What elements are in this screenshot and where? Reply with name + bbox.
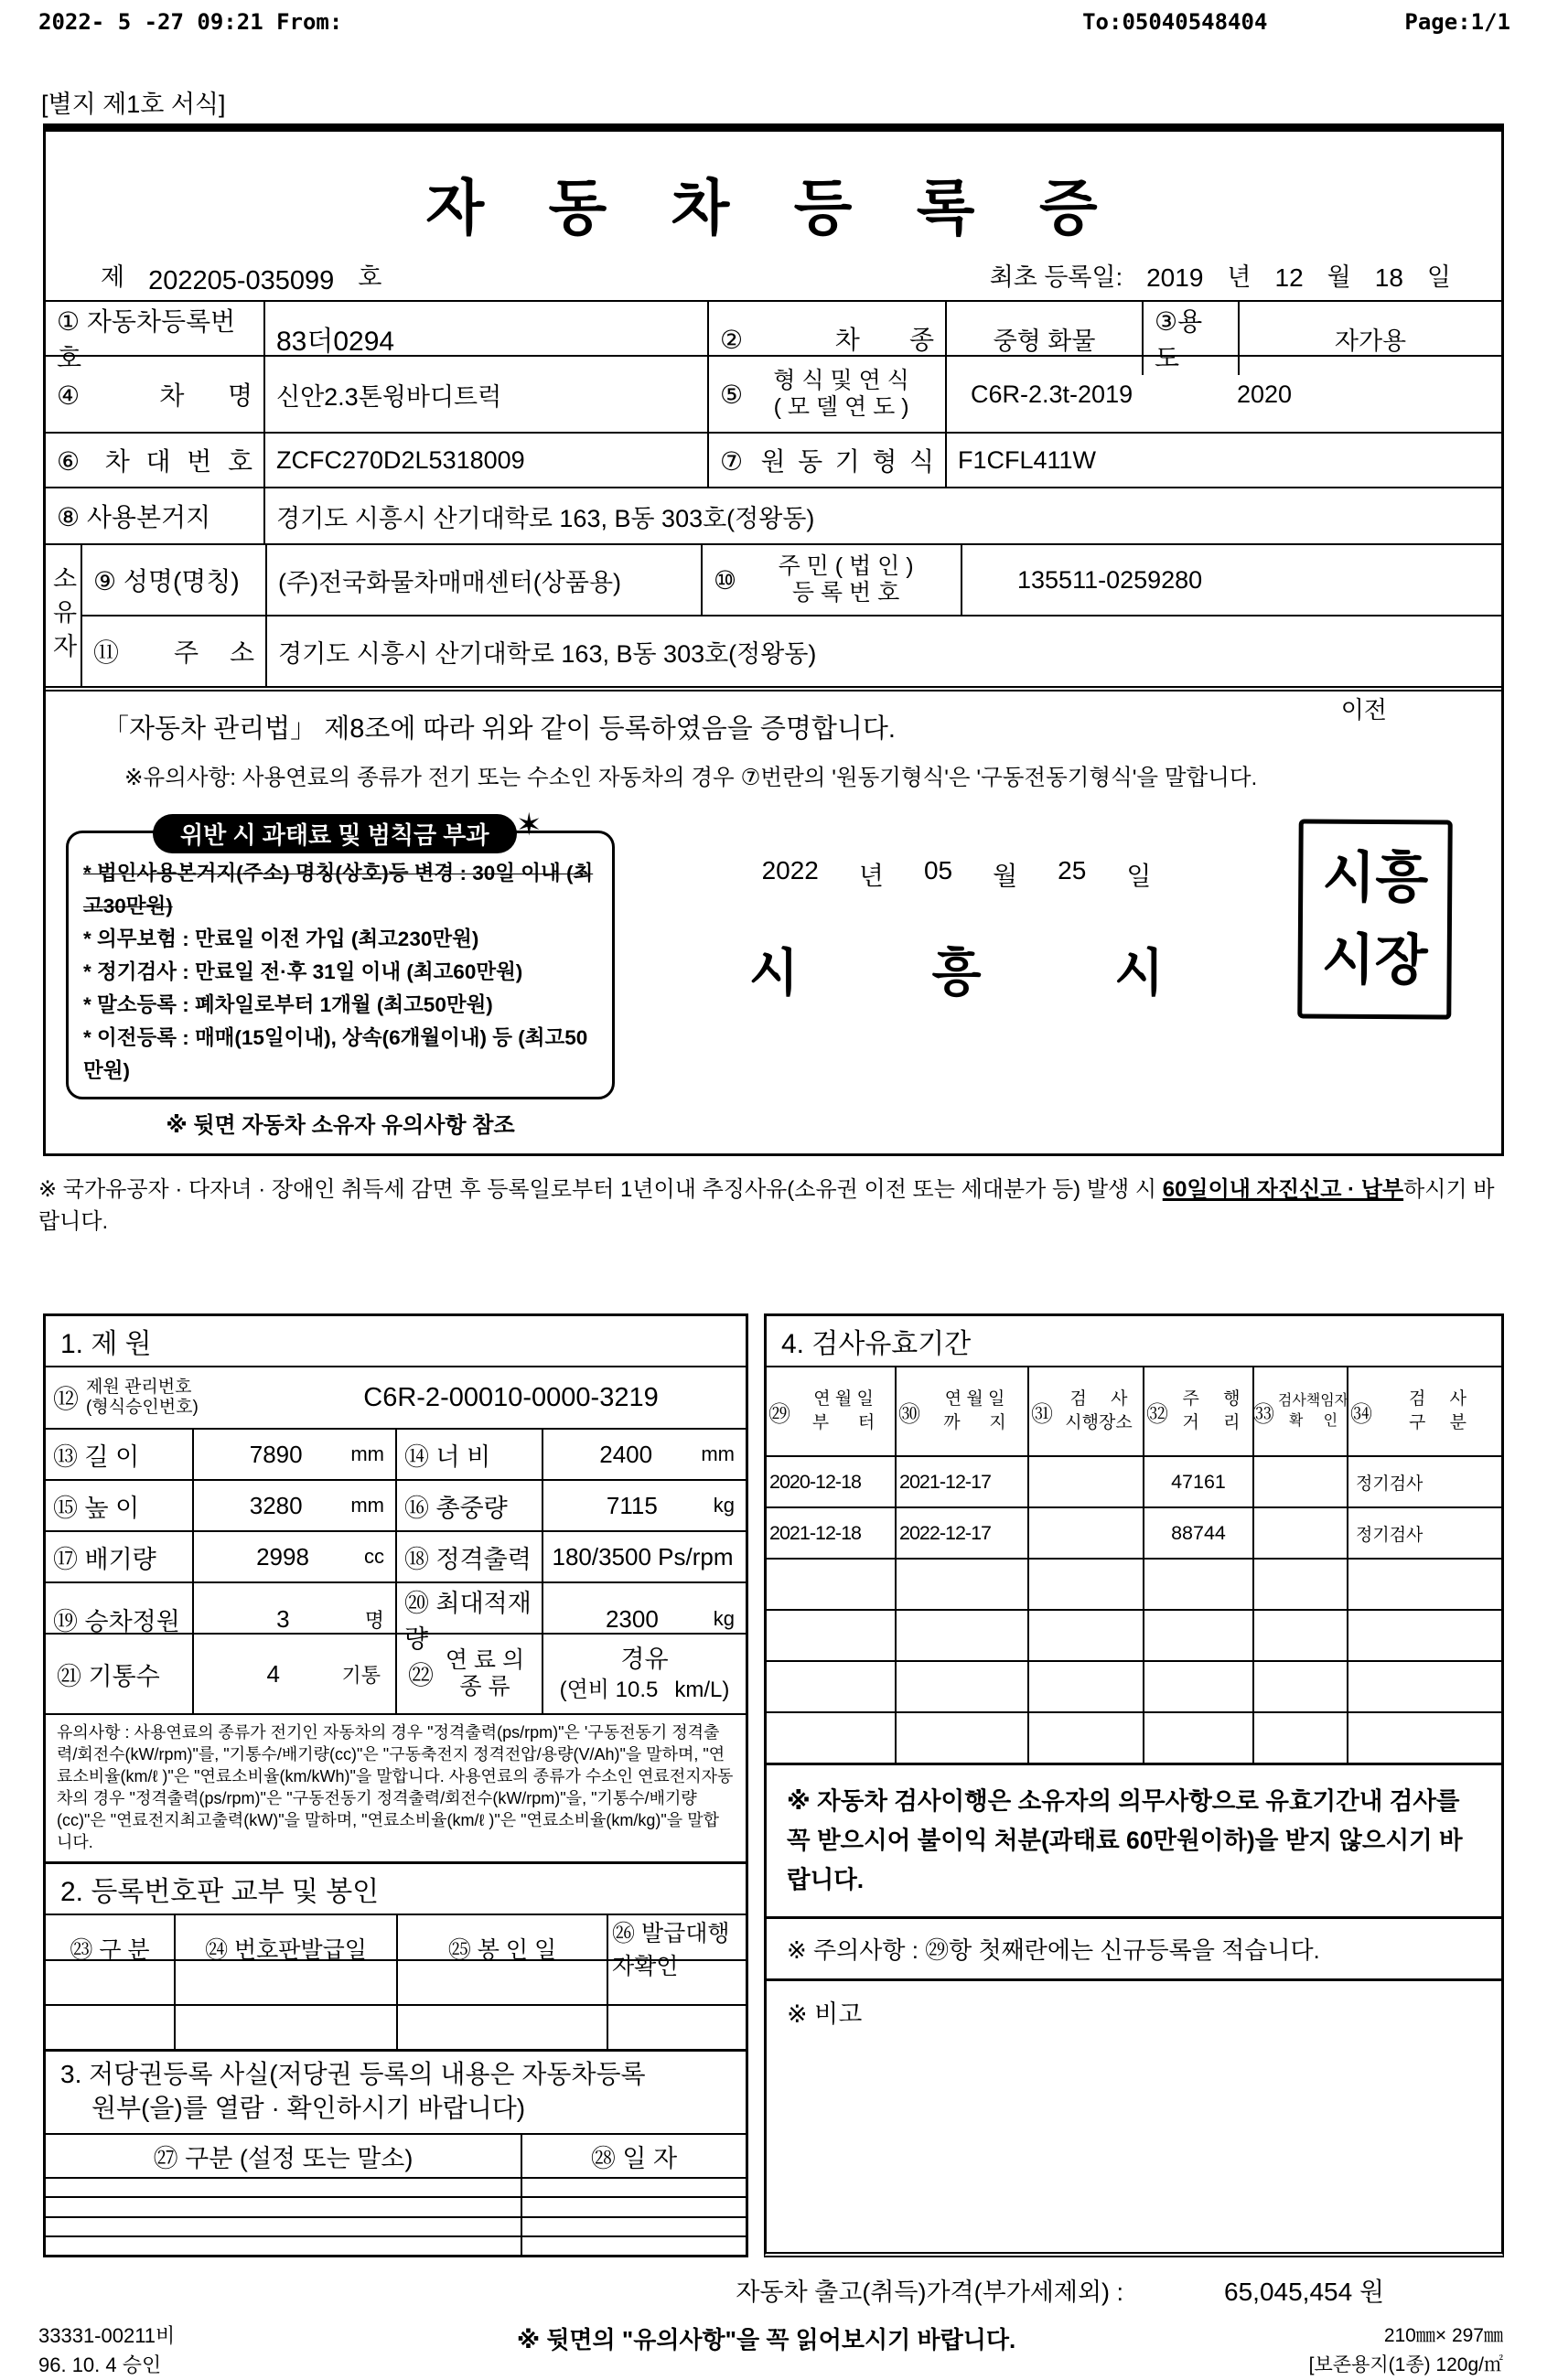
spec-row	[46, 1430, 746, 1481]
circle-12: ⑫	[53, 1385, 80, 1413]
issue-day-unit: 일	[1126, 862, 1152, 890]
transfer-mark: 이전	[1340, 696, 1387, 724]
empty-cell	[895, 1560, 1027, 1609]
spec-mgmt-value: C6R-2-00010-0000-3219	[363, 1382, 659, 1412]
empty-cell	[1347, 1611, 1501, 1660]
empty-cell	[895, 1662, 1027, 1711]
issue-day: 25	[1058, 856, 1087, 884]
penalty-items	[66, 831, 615, 1099]
spec-mgmt-row	[46, 1367, 746, 1430]
circle-5: ⑤	[720, 380, 744, 409]
field-car-type-value: 중형 화물	[945, 302, 1142, 375]
field-owner-id-value: 135511-0259280	[961, 545, 1501, 615]
circle-22: ㉒	[408, 1661, 435, 1689]
field-reg-no-value: 83더0294	[263, 302, 707, 375]
spec-note: 유의사항 : 사용연료의 종류가 전기인 자동차의 경우 "정격출력(ps/rpm)"은 '구동전동기 정격출력/회전수(kW/rpm)"를, "기통수/배기량(cc)"은 "구동축전지 정격전압/용량(V/Ah)"을 말하며, "연료소비율(km/ℓ )"은 "연료소비율(km/kWh)"을 말합니다. 사용연료의 종류가 수소인 연료전지자동차의 경우 "정격출력(ps/rpm)"은 "구동전동기 정격출력/회전수(kW/rpm)"을, "기통수/배기량(cc)"은 "연료전지최고출력(kW)"을 말하며, "연료소비율(km/ℓ )"은 "연료소비율(km/kg)"을 말합니다.	[57, 1723, 734, 1851]
empty-cell	[767, 1662, 895, 1711]
empty-cell	[396, 2006, 607, 2049]
footer-bottom	[38, 2321, 1503, 2380]
spec-height-value: 3280 mm	[192, 1481, 395, 1530]
owner-rows	[46, 545, 1501, 686]
issuing-authority: 시 흥 시	[748, 944, 1165, 1002]
caution-note: ※ 주의사항 : ㉙항 첫째란에는 신규등록을 적습니다.	[764, 1916, 1504, 1981]
first-reg-year: 2019	[1146, 263, 1204, 292]
doc-no-value: 202205-035099	[148, 266, 335, 295]
inspection-header-row	[767, 1367, 1501, 1457]
empty-cell	[174, 2006, 396, 2049]
empty-cell	[1143, 1713, 1252, 1763]
field-owner-name-label: ⑨ 성명(명칭)	[93, 567, 240, 595]
paper-info	[1201, 2321, 1503, 2379]
owner-sub-rows	[82, 545, 1501, 686]
empty-cell	[521, 2198, 746, 2215]
model-label-line1: 형 식 및 연 식	[773, 368, 909, 394]
spec-capacity-label: ⑲ 승차정원	[53, 1607, 180, 1635]
form-label: [별지 제1호 서식]	[41, 91, 226, 118]
mortgage-col-category: ㉗ 구분 (설정 또는 말소)	[153, 2144, 414, 2172]
plate-col-category: ㉓ 구 분	[70, 1936, 150, 1963]
model-label-line2: ( 모 델 연 도 )	[773, 394, 909, 420]
inspection-from: 2021-12-18	[769, 1521, 861, 1544]
table-row	[82, 545, 1501, 616]
spec-cylinders-label: ㉑ 기통수	[57, 1662, 160, 1690]
penalty-item: * 정기검사 : 만료일 전·후 31일 이내 (최고60만원)	[83, 960, 523, 983]
empty-cell	[46, 2218, 521, 2235]
table-row	[46, 434, 1501, 488]
penalty-item: * 법인사용본거지(주소) 명칭(상호)등 변경 : 30일 이내 (최고30만원)	[83, 862, 594, 917]
field-owner-id-label	[701, 545, 961, 615]
tax-note-pre: ※ 국가유공자 · 다자녀 · 장애인 취득세 감면 후 등록일로부터 1년이내 추징사유(소유권 이전 또는 세대분가 등) 발생 시	[38, 1177, 1163, 1202]
fuel-notice: ※유의사항: 사용연료의 종류가 전기 또는 수소인 자동차의 경우 ⑦번란의 '원동기형식'은 '구동전동기형식'을 말합니다.	[124, 766, 1258, 790]
month-unit: 월	[1327, 263, 1351, 291]
fuel-label-line2: 종 류	[459, 1674, 510, 1699]
certificate-box	[43, 123, 1504, 1156]
back-side-note: ※ 뒷면의 "유의사항"을 꼭 읽어보시기 바랍니다.	[516, 2326, 1016, 2353]
inspection-col-to: ㉚ 연 월 일 까 지	[895, 1367, 1027, 1455]
statement-block	[46, 691, 1501, 805]
remarks-section	[764, 1978, 1504, 2257]
circle-10: ⑩	[714, 565, 737, 595]
official-seal	[1297, 819, 1453, 1019]
field-vin-label: ⑥ 차 대 번 호	[57, 447, 252, 476]
fax-to-number: To:05040548404	[1082, 9, 1268, 35]
field-car-name-label: ④ 차 명	[57, 381, 252, 410]
first-reg-day: 18	[1374, 263, 1403, 292]
tax-note-underlined: 60일이내 자진신고 · 납부	[1162, 1177, 1404, 1202]
inspection-row	[767, 1508, 1501, 1560]
inspection-section	[764, 1313, 1504, 1765]
empty-cell	[46, 1961, 174, 2004]
left-column	[43, 1313, 748, 2257]
inspection-row	[767, 1457, 1501, 1508]
penalty-item: * 말소등록 : 폐차일로부터 1개월 (최고50만원)	[83, 993, 493, 1016]
mortgage-title-line1: 3. 저당권등록 사실(저당권 등록의 내용은 자동차등록	[60, 2059, 646, 2088]
empty-cell	[396, 1961, 607, 2004]
spec-width-value: 2400 mm	[542, 1430, 746, 1479]
empty-cell	[521, 2179, 746, 2196]
mortgage-empty-row	[46, 2237, 746, 2255]
penalty-box	[66, 808, 615, 1139]
empty-cell	[1252, 1662, 1347, 1711]
inspection-to: 2021-12-17	[895, 1457, 1027, 1506]
paper-spec: [보존용지(1종) 120g/㎡	[1308, 2353, 1503, 2375]
inspection-from: 2020-12-18	[769, 1470, 861, 1493]
day-unit: 일	[1426, 263, 1451, 291]
field-base-location-value: 경기도 시흥시 산기대학로 163, B동 303호(정왕동)	[263, 488, 1501, 543]
owner-group-label: 소유자	[46, 545, 82, 686]
inspection-obligation-note: ※ 자동차 검사이행은 소유자의 의무사항으로 유효기간내 검사를 꼭 받으시어 불이익 처분(과태료 60만원이하)을 받지 않으시기 바랍니다.	[764, 1763, 1504, 1919]
mortgage-section	[43, 2049, 748, 2257]
inspection-inspector	[1252, 1508, 1347, 1558]
field-car-name-value: 신안2.3톤윙바디트럭	[263, 357, 707, 432]
empty-cell	[767, 1713, 895, 1763]
paper-size: 210㎜× 297㎜	[1383, 2325, 1503, 2346]
empty-cell	[46, 2198, 521, 2215]
first-reg-month: 12	[1274, 263, 1304, 292]
tax-exemption-note	[38, 1171, 1503, 1235]
spec-section	[43, 1313, 748, 1864]
plate-header-row	[46, 1915, 746, 1979]
document-number	[101, 257, 381, 293]
plate-title: 2. 등록번호판 교부 및 봉인	[46, 1864, 746, 1915]
fuel-kind-value: 경유	[620, 1645, 669, 1673]
empty-cell	[1027, 1611, 1143, 1660]
scribble-mark: ✶	[516, 808, 543, 842]
field-owner-address-value: 경기도 시흥시 산기대학로 163, B동 303호(정왕동)	[265, 616, 1501, 686]
empty-cell	[521, 2218, 746, 2235]
doc-no-prefix: 제	[101, 263, 125, 291]
spec-fuel-type-value: 경유 (연비 10.5 km/L)	[542, 1635, 746, 1713]
field-owner-address-label: ⑪ 주 소	[93, 638, 254, 667]
right-column	[764, 1313, 1504, 2257]
inspection-mileage: 47161	[1143, 1457, 1252, 1506]
mortgage-col-date: ㉘ 일 자	[521, 2135, 746, 2177]
field-car-type-label: ② 차 종	[707, 302, 945, 375]
empty-cell	[607, 2006, 746, 2049]
inspection-col-mileage: ㉜ 주 행 거 리	[1143, 1367, 1252, 1455]
issue-month-unit: 월	[993, 862, 1018, 890]
plate-col-issue-date: ㉔ 번호판발급일	[174, 1915, 396, 1981]
table-row	[46, 488, 1501, 545]
table-row	[46, 302, 1501, 372]
spec-length-value: 7890 mm	[192, 1430, 395, 1479]
field-owner-name-value: (주)전국화물차매매센터(상품용)	[265, 545, 701, 615]
spec-rated-output-value: 180/3500 Ps/rpm	[542, 1532, 746, 1581]
registration-statement: 「자동차 관리법」 제8조에 따라 위와 같이 등록하였음을 증명합니다.	[102, 714, 896, 744]
mortgage-empty-row	[46, 2179, 746, 2198]
spec-fuel-row	[46, 1635, 746, 1715]
spec-title: 1. 제 원	[46, 1316, 746, 1367]
inspection-place	[1027, 1457, 1143, 1506]
penalty-title: 위반 시 과태료 및 범칙금 부과	[180, 821, 489, 849]
mgmt-label-line1: 제원 관리번호	[86, 1378, 192, 1398]
owner-id-label-line1: 주 민 ( 법 인 )	[778, 553, 914, 580]
field-engine-type-label: ⑦ 원 동 기 형 식	[707, 434, 945, 487]
table-row	[46, 357, 1501, 434]
inspection-mileage: 88744	[1143, 1508, 1252, 1558]
owner-id-label-line2: 등 록 번 호	[791, 580, 900, 606]
issue-date	[762, 856, 1152, 893]
plate-empty-row	[46, 2006, 746, 2049]
empty-cell	[767, 1611, 895, 1660]
model-year: 2020	[1237, 380, 1293, 408]
empty-cell	[895, 1611, 1027, 1660]
inspection-col-kind: ㉞ 검 사 구 분	[1347, 1367, 1501, 1455]
spec-width-label: ⑭ 너 비	[395, 1430, 542, 1479]
empty-cell	[895, 1713, 1027, 1763]
empty-cell	[1143, 1560, 1252, 1609]
document-number-line	[46, 252, 1501, 300]
penalty-footer-note: ※ 뒷면 자동차 소유자 유의사항 참조	[166, 1113, 515, 1138]
price-value: 65,045,454 원	[1224, 2278, 1384, 2306]
spec-gross-weight-label: ⑯ 총중량	[395, 1481, 542, 1530]
form-code	[38, 2321, 331, 2380]
inspection-empty-row	[767, 1713, 1501, 1763]
price-label: 자동차 출고(취득)가격(부가세제외) :	[736, 2278, 1124, 2306]
empty-cell	[1252, 1611, 1347, 1660]
spec-displacement-label: ⑰ 배기량	[53, 1545, 156, 1573]
empty-cell	[1252, 1560, 1347, 1609]
empty-cell	[174, 1961, 396, 2004]
mortgage-title-line2: 원부(을)를 열람 · 확인하시기 바랍니다)	[91, 2094, 526, 2123]
empty-cell	[1347, 1713, 1501, 1763]
empty-cell	[1027, 1560, 1143, 1609]
mortgage-header-row	[46, 2135, 746, 2179]
empty-cell	[1347, 1560, 1501, 1609]
fax-page-count: Page:1/1	[1404, 9, 1510, 35]
issue-year-unit: 년	[858, 862, 884, 890]
first-reg-label: 최초 등록일:	[989, 263, 1123, 291]
empty-cell	[1027, 1713, 1143, 1763]
tax-note-post: 하시기 바랍니다.	[38, 1177, 1495, 1234]
inspection-col-from: ㉙ 연 월 일 부 터	[768, 1389, 876, 1432]
field-usage-label: ③용도	[1142, 302, 1238, 375]
spec-rated-output-label: ⑱ 정격출력	[395, 1532, 542, 1581]
empty-cell	[46, 2179, 521, 2196]
inspection-empty-row	[767, 1662, 1501, 1713]
issue-year: 2022	[761, 856, 819, 884]
remarks-label: ※ 비고	[787, 1999, 863, 2028]
penalty-title-banner	[153, 808, 543, 853]
inspection-kind: 정기검사	[1347, 1508, 1501, 1558]
fuel-label-line1: 연 료 의	[445, 1647, 525, 1674]
doc-no-suffix: 호	[358, 263, 382, 291]
inspection-kind: 정기검사	[1347, 1457, 1501, 1506]
mortgage-empty-row	[46, 2198, 746, 2217]
issue-date-city	[615, 814, 1298, 1139]
first-registration-date	[990, 257, 1451, 293]
mortgage-empty-row	[46, 2218, 746, 2237]
penalty-item: * 이전등록 : 매매(15일이내), 상속(6개월이내) 등 (최고50만원)	[83, 1026, 588, 1082]
inspection-empty-row	[767, 1560, 1501, 1611]
spec-gross-weight-value: 7115 kg	[542, 1481, 746, 1530]
empty-cell	[46, 2237, 521, 2255]
spec-max-load-value: 2300 kg	[542, 1583, 746, 1655]
inspection-col-inspector: ㉝ 검사책임자 확 인	[1252, 1367, 1347, 1455]
spec-row	[46, 1481, 746, 1532]
spec-length-label: ⑬ 길 이	[53, 1442, 140, 1471]
empty-cell	[1027, 1662, 1143, 1711]
empty-cell	[1252, 1713, 1347, 1763]
empty-cell	[1347, 1662, 1501, 1711]
plate-col-seal-date: ㉕ 봉 인 일	[396, 1915, 607, 1981]
spec-fuel-type-label	[395, 1635, 542, 1713]
inspection-title: 4. 검사유효기간	[767, 1316, 1501, 1367]
field-usage-value: 자가용	[1238, 302, 1501, 375]
page-footer	[38, 2272, 1503, 2380]
lower-sections	[43, 1313, 1504, 2257]
fax-header	[0, 0, 1547, 35]
spec-capacity-value: 3 명	[192, 1583, 395, 1655]
form-approval-date: 96. 10. 4 승인	[38, 2353, 162, 2376]
spec-row	[46, 1532, 746, 1583]
empty-cell	[767, 1560, 895, 1609]
issue-block	[46, 805, 1501, 1153]
table-row	[82, 616, 1501, 686]
year-unit: 년	[1227, 263, 1252, 291]
fax-timestamp: 2022- 5 -27 09:21 From:	[38, 9, 343, 35]
empty-cell	[607, 1961, 746, 2004]
mortgage-title	[46, 2052, 746, 2136]
spec-height-label: ⑮ 높 이	[53, 1494, 140, 1522]
spec-row	[46, 1583, 746, 1653]
official-seal-text: 시흥시장	[1321, 847, 1429, 992]
spec-mgmt-label	[46, 1367, 276, 1428]
inspection-to: 2022-12-17	[895, 1508, 1027, 1558]
document-title: 자 동 차 등 록 증	[425, 174, 1122, 241]
field-engine-type-value: F1CFL411W	[945, 434, 1501, 487]
plate-section	[43, 1861, 748, 2052]
spec-displacement-value: 2998 cc	[192, 1532, 395, 1581]
field-base-location-label: ⑧ 사용본거지	[57, 503, 211, 531]
model-code: C6R-2.3t-2019	[971, 380, 1133, 408]
spec-cylinders-value: 4 기통	[192, 1635, 395, 1713]
empty-cell	[1143, 1662, 1252, 1711]
inspection-place	[1027, 1508, 1143, 1558]
issue-month: 05	[923, 856, 953, 884]
plate-col-agent-confirm: ㉖ 발급대행자확인	[607, 1915, 746, 1981]
empty-cell	[521, 2237, 746, 2255]
mgmt-label-line2: (형식승인번호)	[86, 1398, 199, 1417]
empty-cell	[46, 2006, 174, 2049]
vehicle-price-line	[38, 2272, 1503, 2309]
form-code-number: 33331-00211비	[38, 2324, 176, 2347]
penalty-item: * 의무보험 : 만료일 이전 가입 (최고230만원)	[83, 927, 479, 950]
inspection-inspector	[1252, 1457, 1347, 1506]
field-model-year-value	[945, 357, 1501, 432]
field-vin-value: ZCFC270D2L5318009	[263, 434, 707, 487]
spec-max-load-label: ⑳ 최대적재량	[395, 1583, 542, 1655]
inspection-empty-row	[767, 1611, 1501, 1662]
field-reg-no-label: ① 자동차등록번호	[57, 307, 236, 372]
vehicle-info-table	[46, 300, 1501, 691]
empty-cell	[1143, 1611, 1252, 1660]
field-model-year-label	[707, 357, 945, 432]
plate-empty-row	[46, 1961, 746, 2006]
inspection-col-place: ㉛ 검 사 시행장소	[1027, 1367, 1143, 1455]
